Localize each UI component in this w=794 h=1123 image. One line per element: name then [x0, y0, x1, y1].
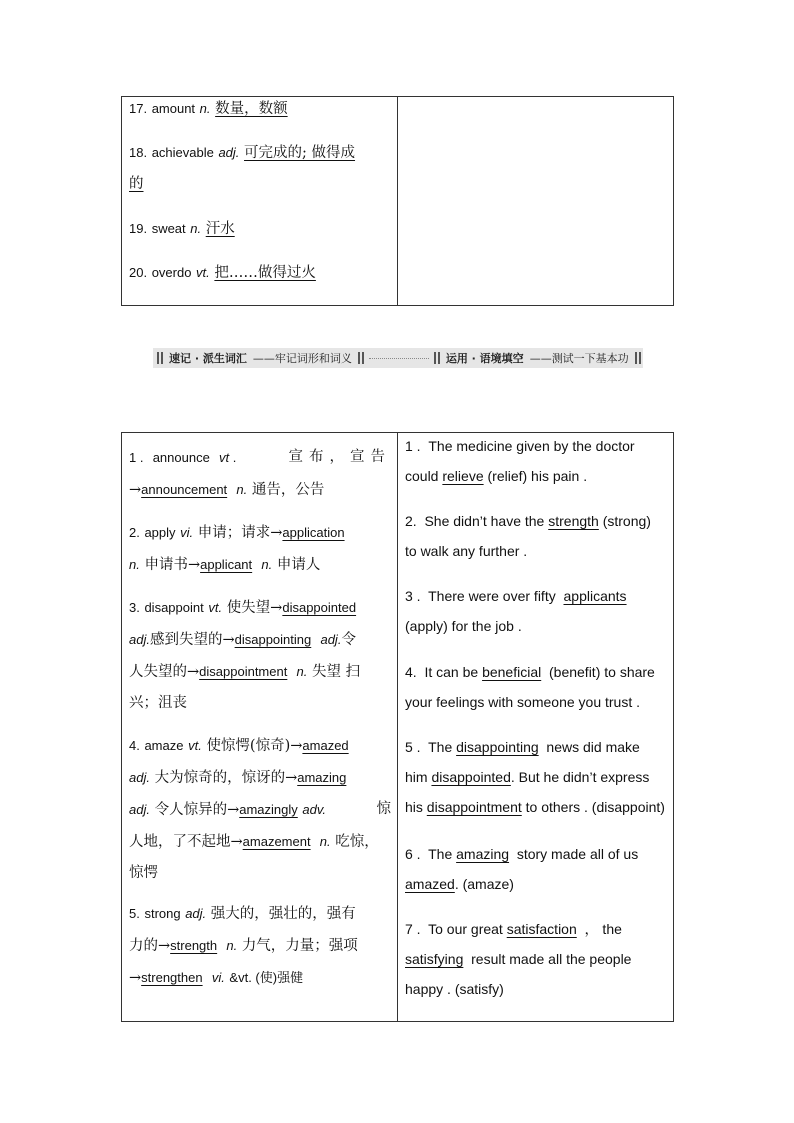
answer: beneficial	[482, 664, 542, 680]
answer: amazing	[456, 846, 510, 862]
answer: amazed	[302, 738, 349, 753]
meaning: 可完成的; 做得成	[244, 145, 356, 161]
entry-19: 19. sweat n. 汗水	[129, 221, 235, 237]
word: achievable	[151, 145, 214, 160]
vocab-column	[122, 433, 397, 1021]
answer: strength	[548, 513, 599, 529]
banner-left-sub: ——牢记词形和词义	[252, 352, 352, 365]
exercise-1: 1 . The medicine given by the doctor could relieve (relief) his pain .	[405, 438, 635, 484]
answer: disappointed	[431, 769, 511, 785]
section-banner	[153, 348, 643, 368]
answer: disappointment	[426, 799, 522, 815]
answer: amazing	[297, 770, 347, 785]
banner-right-sub: ——测试一下基本功	[529, 352, 629, 365]
meaning: 把……做得过火	[214, 265, 316, 281]
answer: satisfaction	[506, 921, 577, 937]
meaning-continued: 的	[129, 176, 144, 192]
exercise-column	[398, 433, 675, 1021]
banner-right-title: 运用 · 语境填空	[445, 352, 524, 365]
word: overdo	[151, 265, 192, 280]
answer: applicants	[563, 588, 627, 604]
meaning: 数量，数额	[215, 101, 288, 117]
exercise-6: 6 . The amazing story made all of us amazed. (amaze)	[405, 846, 639, 892]
column-divider	[397, 97, 398, 305]
answer: satisfying	[405, 951, 464, 967]
answer: application	[282, 525, 345, 540]
answer: amazed	[405, 876, 455, 892]
answer: disappointment	[199, 664, 288, 679]
entry-20: 20. overdo vt. 把……做得过火	[129, 265, 316, 281]
banner-left-title: 速记 · 派生词汇	[169, 352, 247, 365]
banner-dots	[369, 357, 429, 359]
answer: disappointing	[234, 632, 312, 647]
top-table	[121, 96, 674, 306]
answer: relieve	[442, 468, 484, 484]
exercise-2: 2. She didn’t have the strength (strong) to walk any further .	[405, 513, 651, 559]
exercise-3: 3 . There were over fifty applicants (apply) for the job .	[405, 588, 627, 634]
entry-17: 17. amount n. 数量，数额	[129, 101, 288, 117]
vocab-entry-3: 3. disappoint vt. 使失望→disappointed adj.感到失望的→disappointing adj.令 人失望的→disappointment n. 失望 扫 兴；沮丧	[129, 600, 361, 711]
top-left-column	[122, 97, 397, 305]
answer: strengthen	[141, 970, 203, 985]
word: sweat	[151, 221, 186, 236]
answer: amazingly	[239, 802, 298, 817]
word: amount	[151, 101, 196, 116]
exercise-7: 7 . To our great satisfaction ， the satisfying result made all the people happy . (satisfy)	[405, 921, 632, 997]
exercise-4: 4. It can be beneficial (benefit) to share your feelings with someone you trust .	[405, 664, 655, 710]
vocab-entry-2: 2. apply vi. 申请；请求→application n. 申请书→applicant n. 申请人	[129, 525, 345, 573]
entry-18: 18. achievable adj. 可完成的; 做得成 的	[129, 145, 356, 192]
answer: disappointed	[282, 600, 357, 615]
main-table	[121, 432, 674, 1022]
answer: strength	[170, 938, 218, 953]
vocab-entry-5: 5. strong adj. 强大的，强壮的，强有 力的→strength n. 力气，力量；强项 →strengthen vi. &vt. (使)强健	[129, 906, 358, 986]
answer: applicant	[200, 557, 253, 572]
exercise-5: 5 . The disappointing news did make him disappointed. But he didn’t express his disappointment to others . (disappoint)	[405, 739, 665, 815]
answer: announcement	[141, 482, 228, 497]
meaning: 汗水	[205, 221, 235, 237]
answer: disappointing	[456, 739, 539, 755]
vocab-entry-1: 1 . announce vt . 宣布，宣告 →announcement n. 通告，公告	[129, 449, 391, 498]
answer: amazement	[242, 834, 311, 849]
vocab-entry-4: 4. amaze vt. 使惊愕(惊奇)→amazed adj. 大为惊奇的，惊讶的→amazing adj. 令人惊异的→amazingly adv. 惊 人地，了不起地→amazement n. 吃惊， 惊愕	[129, 738, 391, 881]
